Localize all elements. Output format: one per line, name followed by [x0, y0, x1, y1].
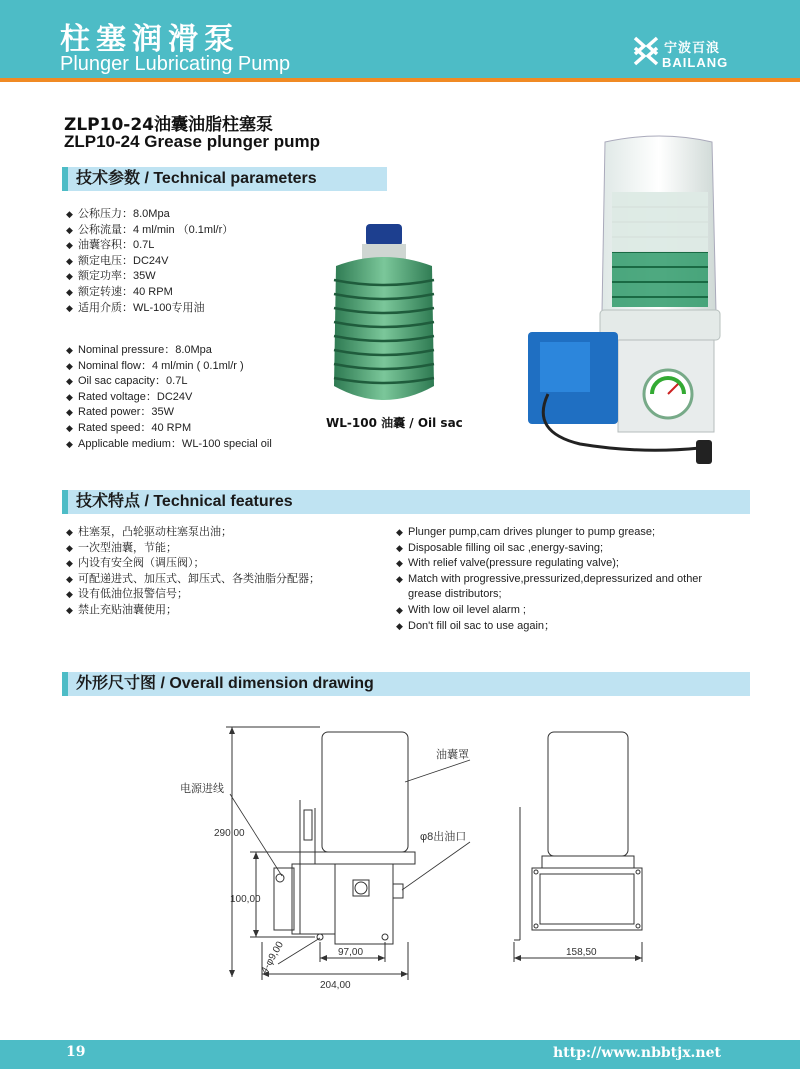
label-oil-sac-cover: 油囊罩 — [436, 749, 469, 761]
list-item: ◆ 设有低油位报警信号； — [66, 588, 188, 601]
oil-sac-image — [322, 218, 447, 410]
list-item: ◆ Disposable filling oil sac ,energy-saving; — [396, 541, 604, 554]
list-item: ◆ Nominal pressure：8.0Mpa — [66, 344, 212, 356]
list-item: ◆ 一次型油囊，节能； — [66, 541, 177, 554]
dim-width-204: 204,00 — [320, 980, 351, 991]
list-item: grease distributors; — [408, 588, 502, 601]
list-item: ◆ 柱塞泵，凸轮驱动柱塞泵出油； — [66, 526, 232, 538]
list-item: ◆ Rated voltage：DC24V — [66, 390, 193, 403]
product-title-en: ZLP10-24 Grease plunger pump — [64, 132, 321, 151]
list-item: ◆ Don't fill oil sac to use again； — [396, 619, 556, 632]
section-heading: 技术特点 / Technical features — [76, 493, 293, 510]
brand-name-cn: 宁波百浪 — [664, 41, 721, 56]
list-item: ◆ 公称流量：4 ml/min （0.1ml/r） — [66, 223, 234, 236]
section-heading: 外形尺寸图 / Overall dimension drawing — [76, 675, 374, 692]
list-item: ◆ 禁止充贴油囊使用； — [66, 603, 177, 616]
dimension-drawing — [170, 712, 650, 992]
list-item: ◆ With low oil level alarm ; — [396, 603, 526, 616]
features-en-list — [396, 525, 702, 634]
list-item: ◆ 公称压力：8.0Mpa — [66, 208, 170, 220]
list-item: ◆ Match with progressive,pressurized,depressurized and other — [396, 572, 703, 585]
section-bar-dimension-drawing — [62, 672, 750, 696]
website-link[interactable]: http://www.nbbtjx.net — [553, 1045, 721, 1061]
list-item: ◆ Oil sac capacity：0.7L — [66, 375, 188, 388]
label-outlet: φ8出油口 — [420, 831, 467, 843]
bailang-logo-icon — [633, 34, 659, 66]
dim-width-158: 158,50 — [566, 947, 597, 958]
page-number: 19 — [66, 1044, 86, 1060]
oil-sac-caption: WL-100 油囊 / Oil sac — [326, 416, 463, 430]
page-title-cn: 柱塞润滑泵 — [60, 22, 240, 57]
list-item: ◆ 额定转速：40 RPM — [66, 285, 173, 298]
list-item: ◆ 适用介质：WL-100专用油 — [66, 301, 205, 314]
dim-holes: 4-φ9,00 — [259, 939, 287, 976]
list-item: ◆ Rated power：35W — [66, 406, 174, 419]
list-item: ◆ 内设有安全阀（调压阀）； — [66, 557, 205, 570]
dim-height-total: 290,00 — [214, 828, 245, 839]
section-bar-technical-parameters — [62, 167, 387, 191]
list-item: ◆ 额定功率：35W — [66, 270, 156, 283]
list-item: ◆ 可配递进式、加压式、卸压式、各类油脂分配器； — [66, 572, 320, 585]
section-heading: 技术参数 / Technical parameters — [76, 170, 317, 187]
list-item: ◆ 额定电压：DC24V — [66, 254, 169, 267]
product-title-cn: ZLP10-24油囊油脂柱塞泵 — [64, 115, 273, 135]
list-item: ◆ Plunger pump,cam drives plunger to pump grease; — [396, 526, 656, 538]
brand-name-en: BAILANG — [662, 55, 729, 70]
list-item: ◆ Nominal flow：4 ml/min ( 0.1ml/r ) — [66, 359, 244, 372]
label-power-inlet: 电源进线 — [180, 783, 224, 795]
pump-product-image — [520, 132, 730, 472]
params-en-list — [66, 343, 272, 452]
list-item: ◆ With relief valve(pressure regulating valve); — [396, 557, 619, 570]
features-cn-list — [66, 525, 320, 619]
dim-height-base: 100,00 — [230, 894, 261, 905]
header-accent-line — [0, 78, 800, 82]
list-item: ◆ Applicable medium：WL-100 special oil — [66, 437, 272, 450]
page-title-en: Plunger Lubricating Pump — [60, 53, 291, 75]
section-bar-technical-features — [62, 490, 750, 514]
list-item: ◆ Rated speed：40 RPM — [66, 421, 192, 434]
dim-width-97: 97,00 — [338, 947, 364, 958]
params-cn-list — [66, 207, 233, 316]
list-item: ◆ 油囊容积：0.7L — [66, 239, 155, 252]
